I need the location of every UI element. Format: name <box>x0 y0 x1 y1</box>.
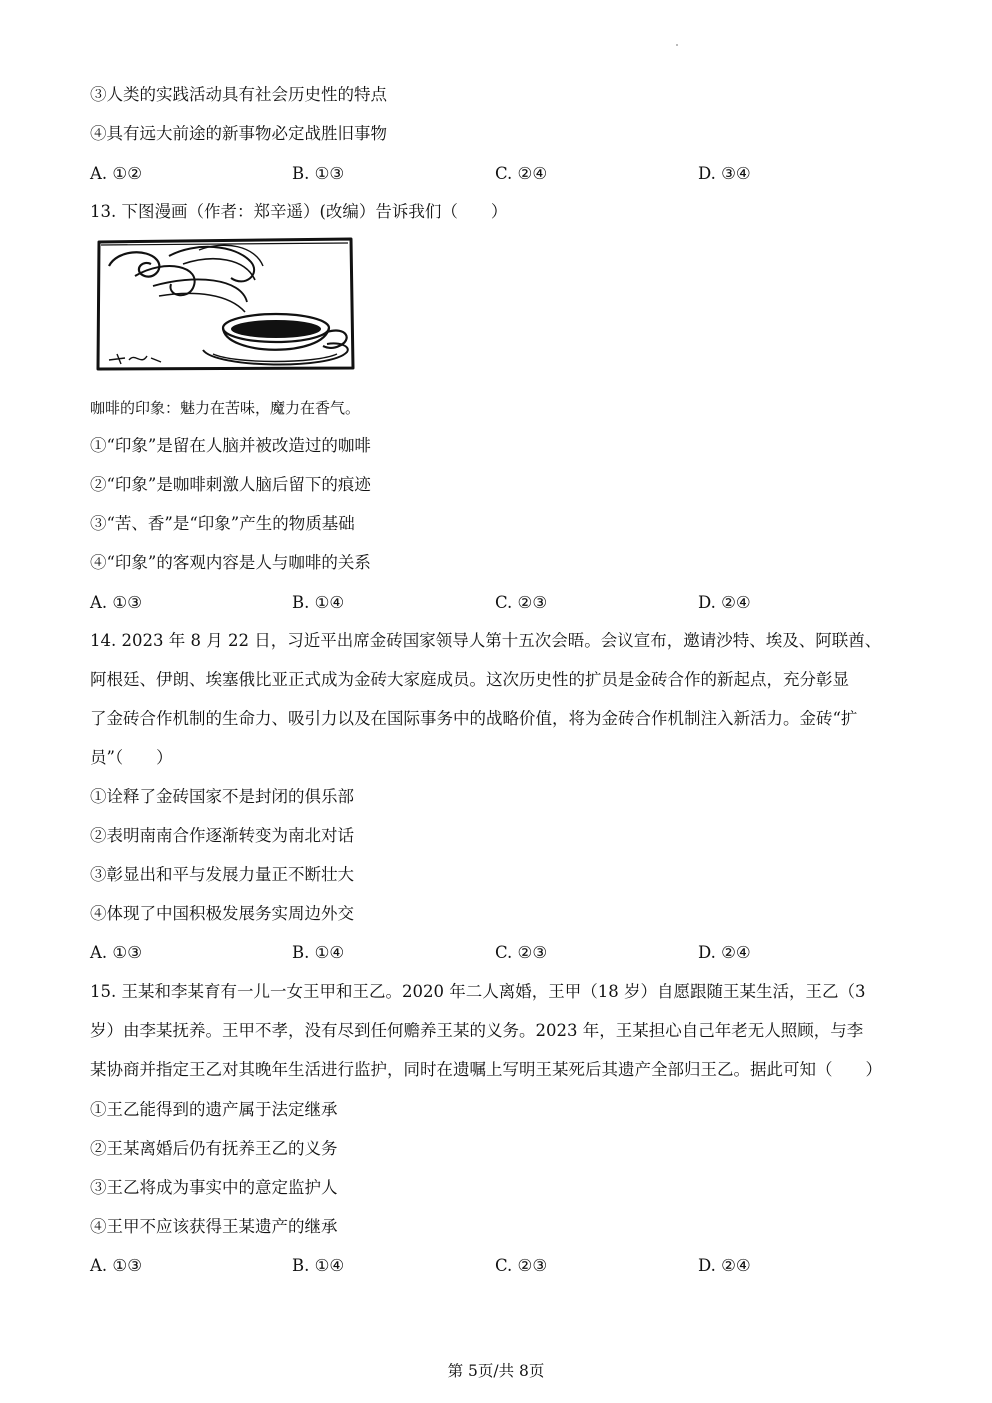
q14-statement-1: ①诠释了金砖国家不是封闭的俱乐部 <box>90 787 354 806</box>
q12-statement-3: ③人类的实践活动具有社会历史性的特点 <box>90 85 387 104</box>
q15-option-a: A. ①③ <box>90 1256 142 1275</box>
q13-statement-3: ③“苦、香”是“印象”产生的物质基础 <box>90 514 355 533</box>
q13-option-d: D. ②④ <box>698 593 751 612</box>
q15-option-b: B. ①④ <box>292 1256 345 1275</box>
q13-question: 13. 下图漫画（作者：郑辛遥）(改编）告诉我们（ ） <box>90 202 508 221</box>
q15-question-line-3: 某协商并指定王乙对其晚年生活进行监护，同时在遗嘱上写明王某死后其遗产全部归王乙。据此可知（ ） <box>90 1060 882 1079</box>
q15-question-line-1: 15. 王某和李某育有一儿一女王甲和王乙。2020 年二人离婚，王甲（18 岁）自愿跟随王某生活，王乙（3 <box>90 982 866 1001</box>
q14-statement-4: ④体现了中国积极发展务实周边外交 <box>90 904 354 923</box>
q13-option-a: A. ①③ <box>90 593 142 612</box>
q15-statement-1: ①王乙能得到的遗产属于法定继承 <box>90 1100 338 1119</box>
q14-question-line-4: 员”（ ） <box>90 748 173 767</box>
q14-statement-3: ③彰显出和平与发展力量正不断壮大 <box>90 865 354 884</box>
q13-option-b: B. ①④ <box>292 593 345 612</box>
scan-speck <box>676 44 678 46</box>
q12-option-c: C. ②④ <box>495 164 548 183</box>
coffee-cup-illustration <box>95 236 357 372</box>
q13-options <box>90 592 905 614</box>
q14-question-line-1: 14. 2023 年 8 月 22 日，习近平出席金砖国家领导人第十五次会晤。会议宣布，邀请沙特、埃及、阿联酋、 <box>90 631 882 650</box>
q12-option-a: A. ①② <box>90 164 142 183</box>
q14-question-line-2: 阿根廷、伊朗、埃塞俄比亚正式成为金砖大家庭成员。这次历史性的扩员是金砖合作的新起点，充分彰显 <box>90 670 849 689</box>
q15-statement-3: ③王乙将成为事实中的意定监护人 <box>90 1178 338 1197</box>
q15-question-line-2: 岁）由李某抚养。王甲不孝，没有尽到任何赡养王某的义务。2023 年，王某担心自己年老无人照顾，与李 <box>90 1021 864 1040</box>
q15-options <box>90 1255 905 1277</box>
q13-statement-4: ④“印象”的客观内容是人与咖啡的关系 <box>90 553 371 572</box>
q14-question-line-3: 了金砖合作机制的生命力、吸引力以及在国际事务中的战略价值，将为金砖合作机制注入新活力。金砖“扩 <box>90 709 858 728</box>
q12-statement-4: ④具有远大前途的新事物必定战胜旧事物 <box>90 124 387 143</box>
q14-option-a: A. ①③ <box>90 943 142 962</box>
q12-option-b: B. ①③ <box>292 164 345 183</box>
q13-statement-1: ①“印象”是留在人脑并被改造过的咖啡 <box>90 436 371 455</box>
q15-statement-4: ④王甲不应该获得王某遗产的继承 <box>90 1217 338 1236</box>
q13-option-c: C. ②③ <box>495 593 548 612</box>
page-number-footer: 第 5页/共 8页 <box>447 1362 545 1380</box>
q14-option-d: D. ②④ <box>698 943 751 962</box>
q12-options <box>90 163 905 185</box>
q14-options <box>90 942 905 964</box>
q14-statement-2: ②表明南南合作逐渐转变为南北对话 <box>90 826 354 845</box>
q15-statement-2: ②王某离婚后仍有抚养王乙的义务 <box>90 1139 338 1158</box>
q12-option-d: D. ③④ <box>698 164 751 183</box>
coffee-cartoon-image <box>95 236 357 372</box>
q13-statement-2: ②“印象”是咖啡刺激人脑后留下的痕迹 <box>90 475 371 494</box>
q14-option-b: B. ①④ <box>292 943 345 962</box>
q14-option-c: C. ②③ <box>495 943 548 962</box>
q15-option-d: D. ②④ <box>698 1256 751 1275</box>
cartoon-caption: 咖啡的印象：魅力在苦味，魔力在香气。 <box>90 399 361 417</box>
q15-option-c: C. ②③ <box>495 1256 548 1275</box>
